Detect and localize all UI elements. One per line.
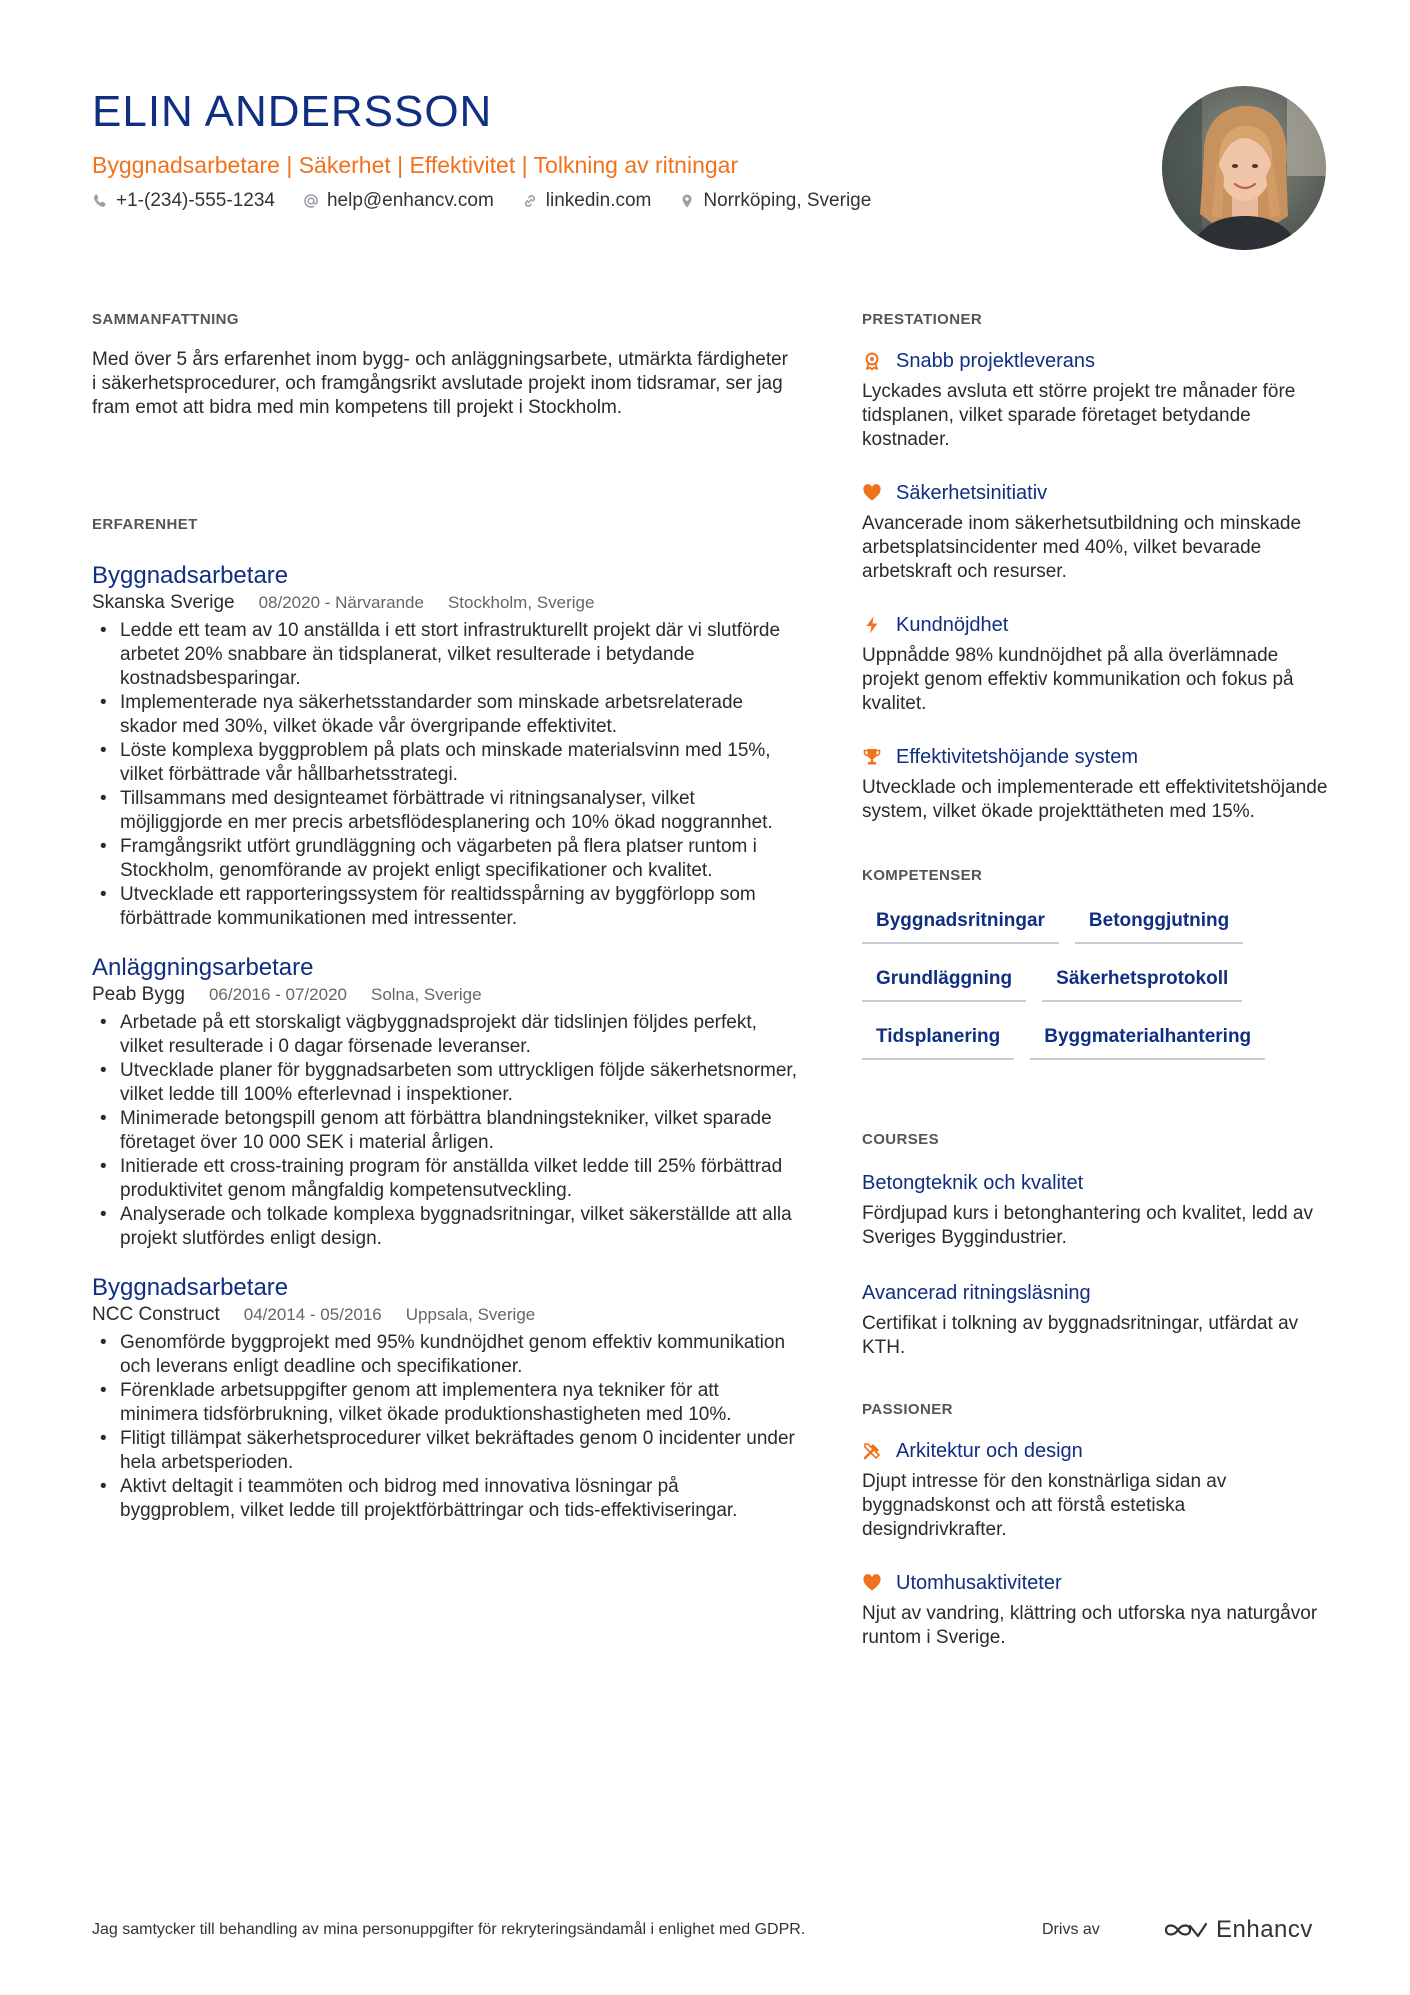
email-address: help@enhancv.com <box>326 190 494 211</box>
achievement-description: Lyckades avsluta ett större projekt tre månader före tidsplanen, vilket sparade företaget betydande kostnader. <box>862 381 1296 450</box>
gdpr-consent-text: Jag samtycker till behandling av mina personuppgifter för rekryteringsändamål i enlighet med GDPR. <box>92 1921 806 1938</box>
candidate-name: ELIN ANDERSSON <box>92 87 493 136</box>
achievement-title: Säkerhetsinitiativ <box>896 482 1048 504</box>
achievement-item <box>862 480 1332 584</box>
skill-tag: Tidsplanering <box>862 1024 1014 1060</box>
achievement-title: Kundnöjdhet <box>896 614 1009 636</box>
course-description: Fördjupad kurs i betonghantering och kvalitet, ledd av Sveriges Byggindustrier. <box>862 1203 1313 1248</box>
summary-heading: SAMMANFATTNING <box>92 311 239 328</box>
summary-section <box>92 310 797 420</box>
location-pin-icon <box>679 193 695 209</box>
skills-heading: KOMPETENSER <box>862 867 983 884</box>
bullet-item: • Flitigt tillämpat säkerhetsprocedurer vilket bekräftades genom 0 incidenter under hela arbetsperioden. <box>120 1427 797 1475</box>
courses-section <box>862 1130 1332 1360</box>
job-location: Stockholm, Sverige <box>447 593 595 612</box>
at-sign-icon <box>303 193 319 209</box>
course-title: Betongteknik och kvalitet <box>862 1172 1084 1194</box>
job-meta <box>92 983 797 1007</box>
candidate-headline: Byggnadsarbetare | Säkerhet | Effektivitet | Tolkning av ritningar <box>92 152 739 178</box>
bullet-item: • Arbetade på ett storskaligt vägbyggnadsprojekt där tidslinjen följdes perfekt, vilket resulterade i 0 dagar försenade leveranser. <box>120 1011 797 1059</box>
bullet-item: • Initierade ett cross-training program för anställda vilket ledde till 25% förbättrad produktivitet genom mångfaldig kompetensutveckling. <box>120 1155 797 1203</box>
job-bullets <box>92 1011 797 1251</box>
bullet-item: • Utvecklade planer för byggnadsarbeten som uttryckligen följde säkerhetsnormer, vilket ledde till 100% efterlevnad i inspektioner. <box>120 1059 797 1107</box>
summary-text: Med över 5 års erfarenhet inom bygg- och anläggningsarbete, utmärkta färdigheter i säkerhetsprocedurer, och framgångsrikt avslutade projekt inom tidsramar, ser jag fram emot att bidra med min kompetens till projekt i Stockholm. <box>92 349 789 418</box>
phone-number: +1-(234)-555-1234 <box>116 190 275 211</box>
skill-tag: Byggmaterialhantering <box>1030 1024 1265 1060</box>
achievement-description: Avancerade inom säkerhetsutbildning och minskade arbetsplatsincidenter med 40%, vilket bevarade arbetskraft och resurser. <box>862 513 1302 582</box>
achievement-item <box>862 348 1332 452</box>
achievement-title: Effektivitetshöjande system <box>896 746 1138 768</box>
passion-title: Utomhusaktiviteter <box>896 1572 1062 1594</box>
job-title: Anläggningsarbetare <box>92 954 314 981</box>
contact-location <box>679 190 871 212</box>
skill-tag: Byggnadsritningar <box>862 908 1059 944</box>
courses-heading: COURSES <box>862 1131 939 1148</box>
bullet-item: • Framgångsrikt utfört grundläggning och vägarbeten på flera platser runtom i Stockholm, genomförande av projekt enligt specifikationer och kvalitet. <box>120 835 797 883</box>
job-bullets <box>92 619 797 931</box>
course-item <box>862 1280 1332 1360</box>
achievement-description: Uppnådde 98% kundnöjdhet på alla överlämnade projekt genom effektiv kommunikation och fokus på kvalitet. <box>862 645 1294 714</box>
bullet-item: • Genomförde byggprojekt med 95% kundnöjdhet genom effektiv kommunikation och leverans enligt deadline och specifikationer. <box>120 1331 797 1379</box>
bullet-item: • Löste komplexa byggproblem på plats och minskade materialsvinn med 15%, vilket förbättrade vår hållbarhetsstrategi. <box>120 739 797 787</box>
job-dates: 06/2016 - 07/2020 <box>208 985 347 1004</box>
achievement-description: Utvecklade och implementerade ett effektivitetshöjande system, vilket ökade projekttätheten med 15%. <box>862 777 1328 822</box>
heart-icon <box>862 483 882 503</box>
passions-section <box>862 1400 1332 1650</box>
achievements-heading: PRESTATIONER <box>862 311 983 328</box>
powered-by-label: Drivs av <box>1042 1921 1100 1938</box>
course-description: Certifikat i tolkning av byggnadsritningar, utfärdat av KTH. <box>862 1313 1299 1358</box>
resume-header <box>92 86 1142 212</box>
tools-icon <box>862 1441 882 1461</box>
skill-tag: Säkerhetsprotokoll <box>1042 966 1242 1002</box>
company-name: Skanska Sverige <box>92 592 235 613</box>
achievement-item <box>862 612 1332 716</box>
job-dates: 08/2020 - Närvarande <box>258 593 424 612</box>
job-location: Solna, Sverige <box>370 985 482 1004</box>
skill-tag: Grundläggning <box>862 966 1026 1002</box>
course-item <box>862 1170 1332 1250</box>
experience-entry <box>92 561 797 931</box>
course-title: Avancerad ritningsläsning <box>862 1282 1091 1304</box>
job-title: Byggnadsarbetare <box>92 1274 289 1301</box>
experience-heading: ERFARENHET <box>92 516 198 533</box>
achievements-section <box>862 310 1332 824</box>
achievement-title: Snabb projektleverans <box>896 350 1096 372</box>
bullet-item: • Minimerade betongspill genom att förbättra blandningstekniker, vilket sparade företaget över 10 000 SEK i material årligen. <box>120 1107 797 1155</box>
passion-title: Arkitektur och design <box>896 1440 1083 1462</box>
passion-item <box>862 1570 1332 1650</box>
skills-list <box>862 908 1322 1082</box>
linkedin-url: linkedin.com <box>545 190 652 211</box>
footer <box>92 1915 1332 1945</box>
contact-email[interactable] <box>303 190 494 212</box>
job-location: Uppsala, Sverige <box>405 1305 536 1324</box>
profile-photo <box>1162 86 1326 250</box>
enhancv-logo-icon <box>1162 1918 1210 1942</box>
bullet-item: • Ledde ett team av 10 anställda i ett stort infrastrukturellt projekt där vi slutförde arbetet 20% snabbare än tidsplanerat, vilket resulterade i betydande kostnadsbesparingar. <box>120 619 797 691</box>
experience-section <box>92 515 797 1523</box>
job-title: Byggnadsarbetare <box>92 562 289 589</box>
contact-linkedin[interactable] <box>522 190 652 212</box>
brand-name: Enhancv <box>1216 1916 1313 1943</box>
bullet-item: • Aktivt deltagit i teammöten och bidrog med innovativa lösningar på byggproblem, vilket ledde till projektförbättringar och tids-effektiviseringar. <box>120 1475 797 1523</box>
passion-description: Njut av vandring, klättring och utforska nya naturgåvor runtom i Sverige. <box>862 1603 1318 1648</box>
experience-entry <box>92 953 797 1251</box>
left-column <box>92 310 797 1521</box>
passions-heading: PASSIONER <box>862 1401 953 1418</box>
achievements-list <box>862 348 1332 824</box>
passion-description: Djupt intresse för den konstnärliga sidan av byggnadskonst och att förstå estetiska designdrivkrafter. <box>862 1471 1227 1540</box>
contact-phone[interactable] <box>92 190 275 212</box>
job-dates: 04/2014 - 05/2016 <box>243 1305 382 1324</box>
company-name: NCC Construct <box>92 1304 220 1325</box>
bullet-item: • Tillsammans med designteamet förbättrade vi ritningsanalyser, vilket möjliggjorde en mer precis arbetsflödesplanering och 10% ökad noggrannhet. <box>120 787 797 835</box>
job-meta <box>92 591 797 615</box>
bullet-item: • Utvecklade ett rapporteringssystem för realtidsspårning av byggförlopp som förbättrade kommunikationen med intressenter. <box>120 883 797 931</box>
job-meta <box>92 1303 797 1327</box>
heart-icon <box>862 1573 882 1593</box>
location-text: Norrköping, Sverige <box>703 190 872 211</box>
skill-tag: Betonggjutning <box>1075 908 1243 944</box>
bullet-item: • Implementerade nya säkerhetsstandarder som minskade arbetsrelaterade skador med 30%, vilket ökade vår övergripande effektivitet. <box>120 691 797 739</box>
bullet-item: • Analyserade och tolkade komplexa byggnadsritningar, vilket säkerställde att alla projekt slutfördes enligt design. <box>120 1203 797 1251</box>
achievement-item <box>862 744 1332 824</box>
trophy-icon <box>862 747 882 767</box>
bullet-item: • Förenklade arbetsuppgifter genom att implementera nya tekniker för att minimera tidsförbrukning, vilket ökade produktionshastigheten med 10%. <box>120 1379 797 1427</box>
contact-info <box>92 190 1142 212</box>
award-ribbon-icon <box>862 351 882 371</box>
job-bullets <box>92 1331 797 1523</box>
phone-icon <box>92 193 108 209</box>
enhancv-logo[interactable] <box>1162 1916 1313 1944</box>
right-column <box>862 310 1332 1678</box>
company-name: Peab Bygg <box>92 984 185 1005</box>
link-icon <box>522 193 538 209</box>
experience-entry <box>92 1273 797 1523</box>
passion-item <box>862 1438 1332 1542</box>
lightning-icon <box>862 615 882 635</box>
skills-section <box>862 866 1332 1082</box>
